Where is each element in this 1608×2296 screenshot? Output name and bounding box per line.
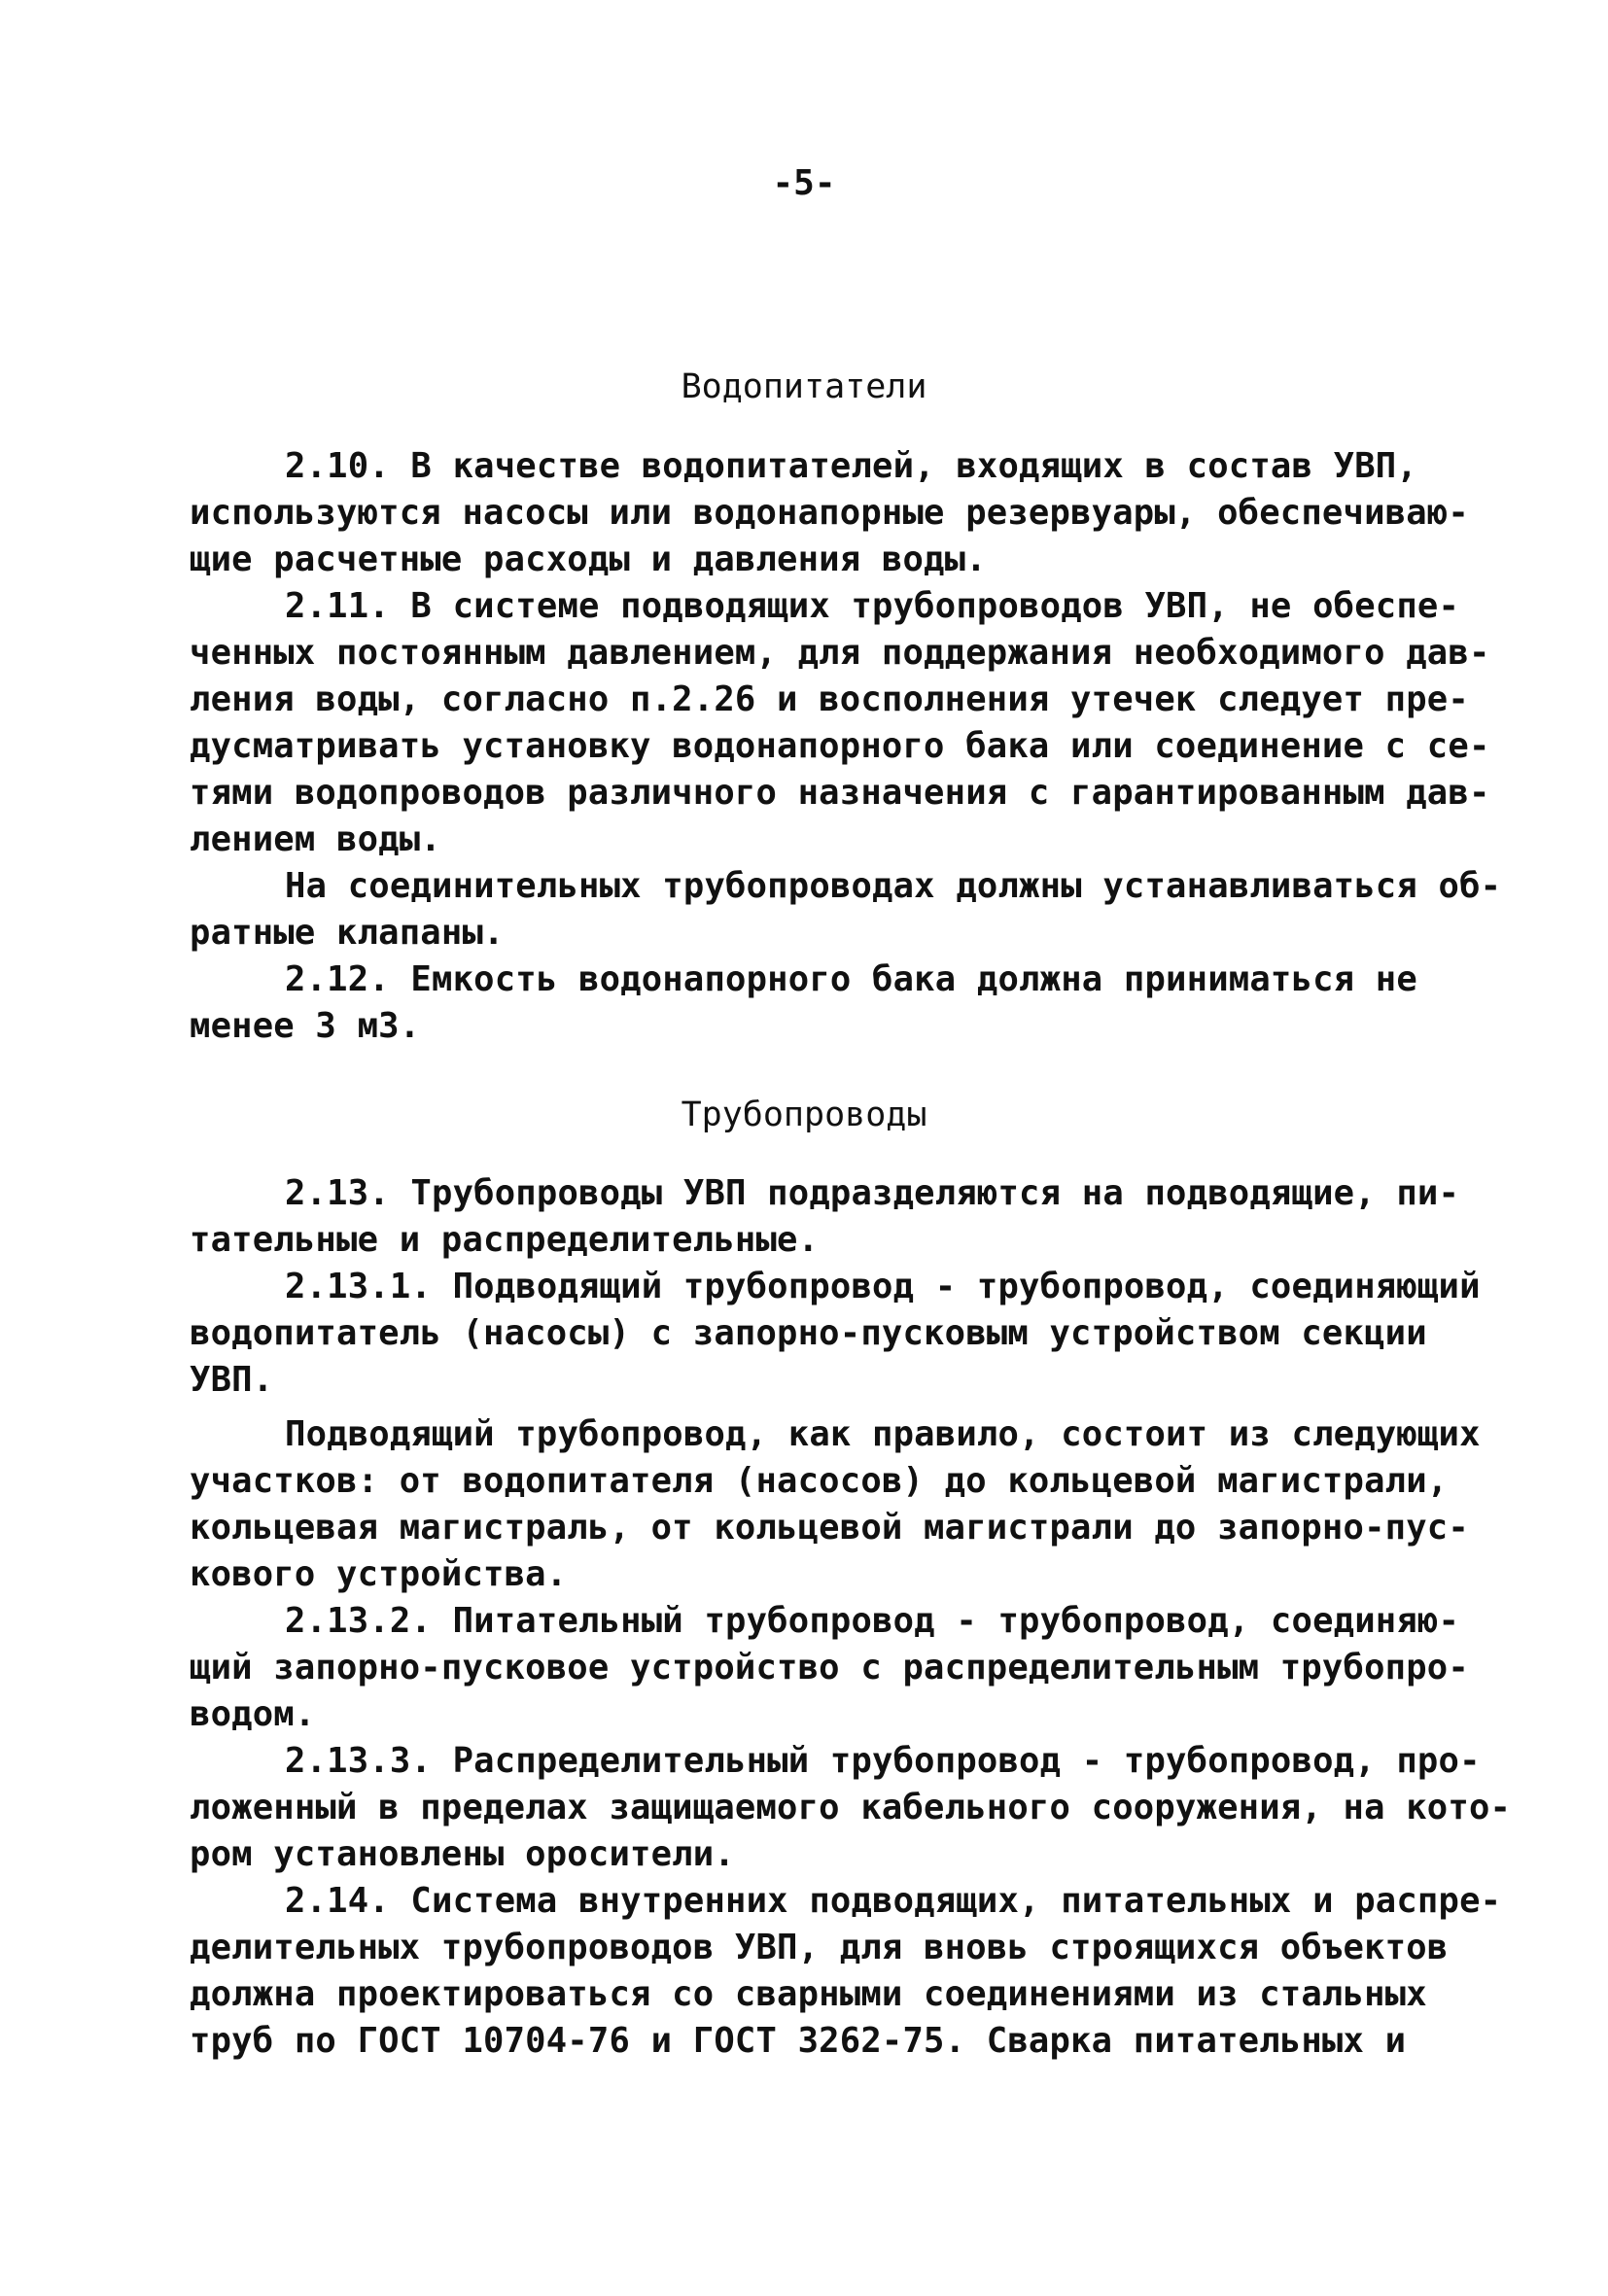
- text-line: ром установлены оросители.: [190, 1834, 735, 1874]
- text-line: ратные клапаны.: [190, 913, 505, 953]
- text-line: 2.13.1. Подводящий трубопровод - трубопровод, соединяющий: [285, 1267, 1481, 1306]
- text-line: лением воды.: [190, 819, 441, 859]
- text-line: менее 3 м3.: [190, 1006, 421, 1046]
- text-line: должна проектироваться со сварными соединениями из стальных: [190, 1974, 1427, 2014]
- text-line: УВП.: [190, 1360, 274, 1400]
- text-line: 2.14. Система внутренних подводящих, питательных и распре-: [285, 1881, 1502, 1921]
- text-line: водом.: [190, 1694, 316, 1734]
- text-line: ченных постоянным давлением, для поддержания необходимого дав-: [190, 633, 1490, 673]
- text-line: тательные и распределительные.: [190, 1220, 820, 1260]
- text-line: кового устройства.: [190, 1554, 568, 1594]
- text-line: 2.12. Емкость водонапорного бака должна приниматься не: [285, 959, 1417, 999]
- text-line: делительных трубопроводов УВП, для вновь строящихся объектов: [190, 1928, 1449, 1967]
- page-number: -5-: [772, 163, 836, 203]
- text-line: труб по ГОСТ 10704-76 и ГОСТ 3262-75. Сварка питательных и: [190, 2021, 1407, 2061]
- text-line: ления воды, согласно п.2.26 и восполнения утечек следует пре-: [190, 679, 1469, 719]
- section-heading-vodopitateli: Водопитатели: [681, 367, 927, 406]
- text-line: 2.10. В качестве водопитателей, входящих в состав УВП,: [285, 446, 1417, 486]
- text-line: щие расчетные расходы и давления воды.: [190, 539, 987, 579]
- text-line: ложенный в пределах защищаемого кабельного сооружения, на кото-: [190, 1788, 1512, 1827]
- text-line: На соединительных трубопроводах должны устанавливаться об-: [285, 866, 1502, 906]
- text-line: 2.13.2. Питательный трубопровод - трубопровод, соединяю-: [285, 1601, 1460, 1641]
- text-line: участков: от водопитателя (насосов) до кольцевой магистрали,: [190, 1461, 1449, 1501]
- text-line: Подводящий трубопровод, как правило, состоит из следующих: [285, 1414, 1481, 1454]
- text-line: 2.11. В системе подводящих трубопроводов УВП, не обеспе-: [285, 586, 1460, 626]
- section-heading-truboprovody: Трубопроводы: [681, 1096, 927, 1134]
- text-line: используются насосы или водонапорные резервуары, обеспечиваю-: [190, 493, 1469, 533]
- text-line: 2.13.3. Распределительный трубопровод - трубопровод, про-: [285, 1741, 1481, 1781]
- text-line: 2.13. Трубопроводы УВП подразделяются на подводящие, пи-: [285, 1173, 1460, 1213]
- text-line: дусматривать установку водонапорного бака или соединение с се-: [190, 726, 1490, 766]
- text-line: водопитатель (насосы) с запорно-пусковым устройством секции: [190, 1313, 1427, 1353]
- text-line: тями водопроводов различного назначения с гарантированным дав-: [190, 773, 1490, 813]
- text-line: кольцевая магистраль, от кольцевой магистрали до запорно-пус-: [190, 1508, 1469, 1548]
- text-line: щий запорно-пусковое устройство с распределительным трубопро-: [190, 1648, 1469, 1687]
